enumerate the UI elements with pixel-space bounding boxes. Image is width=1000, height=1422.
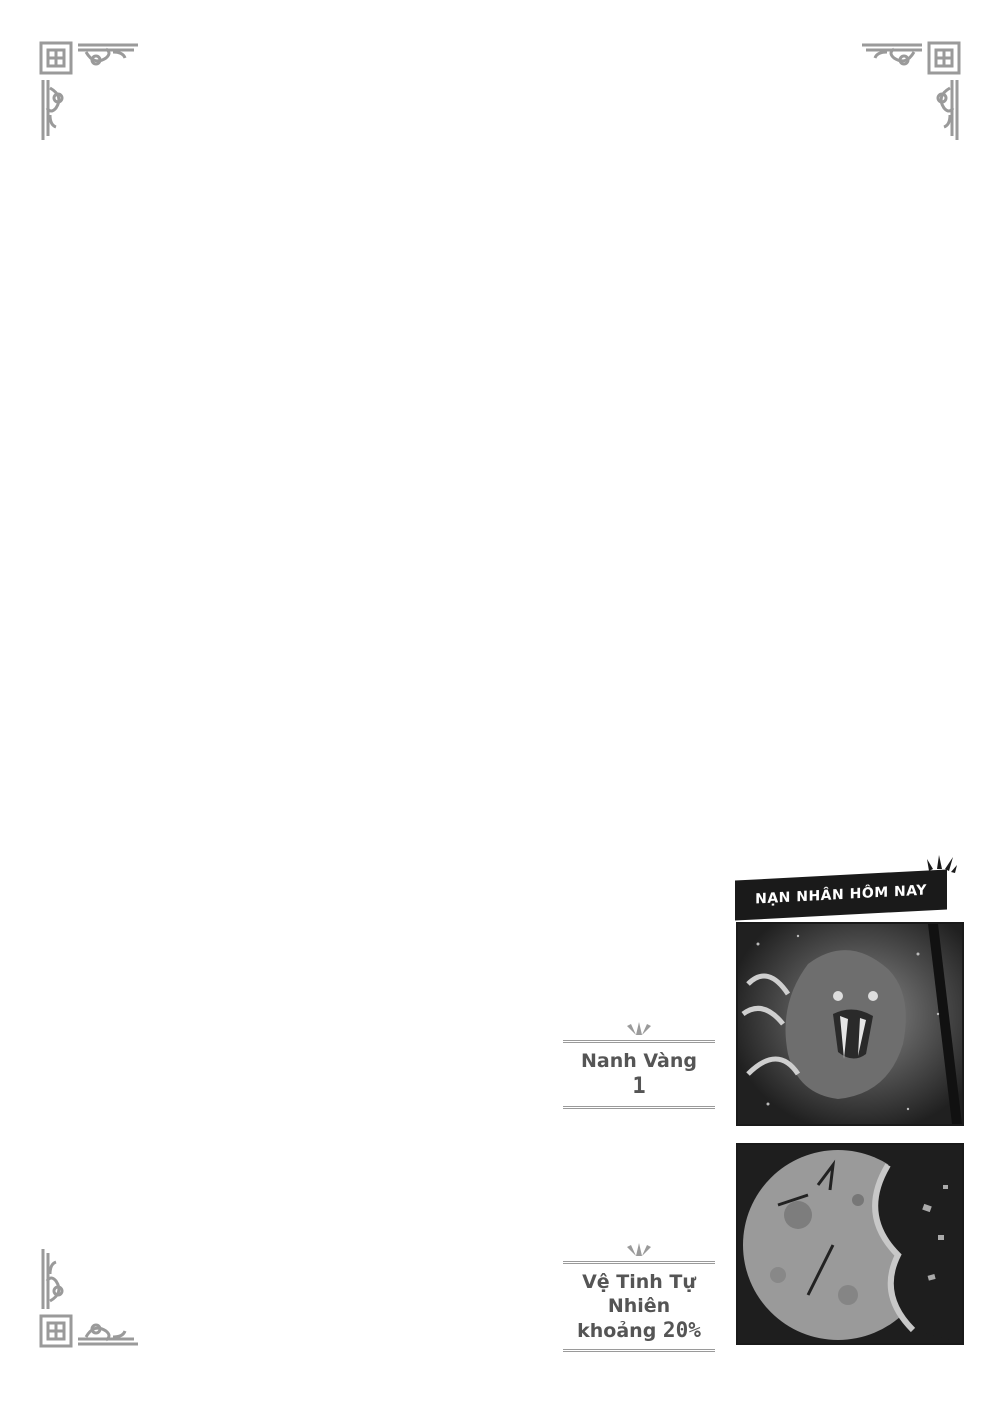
fan-ornament-icon (624, 1243, 654, 1257)
divider (563, 1261, 715, 1264)
victim-card-2 (563, 1243, 715, 1352)
victim-count: 1 (632, 1074, 646, 1099)
divider (563, 1106, 715, 1109)
ornament-corner-top-right (860, 40, 962, 142)
victim-name: Nanh Vàng (580, 1050, 697, 1072)
victim-card-1 (563, 1022, 715, 1109)
shattered-moon-image (736, 1143, 964, 1345)
sabertooth-beast-image (736, 922, 964, 1126)
ornament-icon (38, 1247, 140, 1349)
section-banner (735, 869, 947, 920)
ornament-icon (860, 40, 962, 142)
fan-ornament-icon (624, 1022, 654, 1036)
ornament-corner-bottom-left (38, 1247, 140, 1349)
ornament-corner-top-left (38, 40, 140, 142)
ornament-icon (38, 40, 140, 142)
victim-name: Vệ Tinh Tự Nhiên (582, 1271, 696, 1317)
divider (563, 1040, 715, 1043)
amount-prefix: khoảng (577, 1320, 657, 1342)
amount-value: 20% (662, 1318, 701, 1342)
banner-title: NẠN NHÂN HÔM NAY (755, 882, 927, 908)
divider (563, 1349, 715, 1352)
victim-amount (563, 1318, 715, 1343)
